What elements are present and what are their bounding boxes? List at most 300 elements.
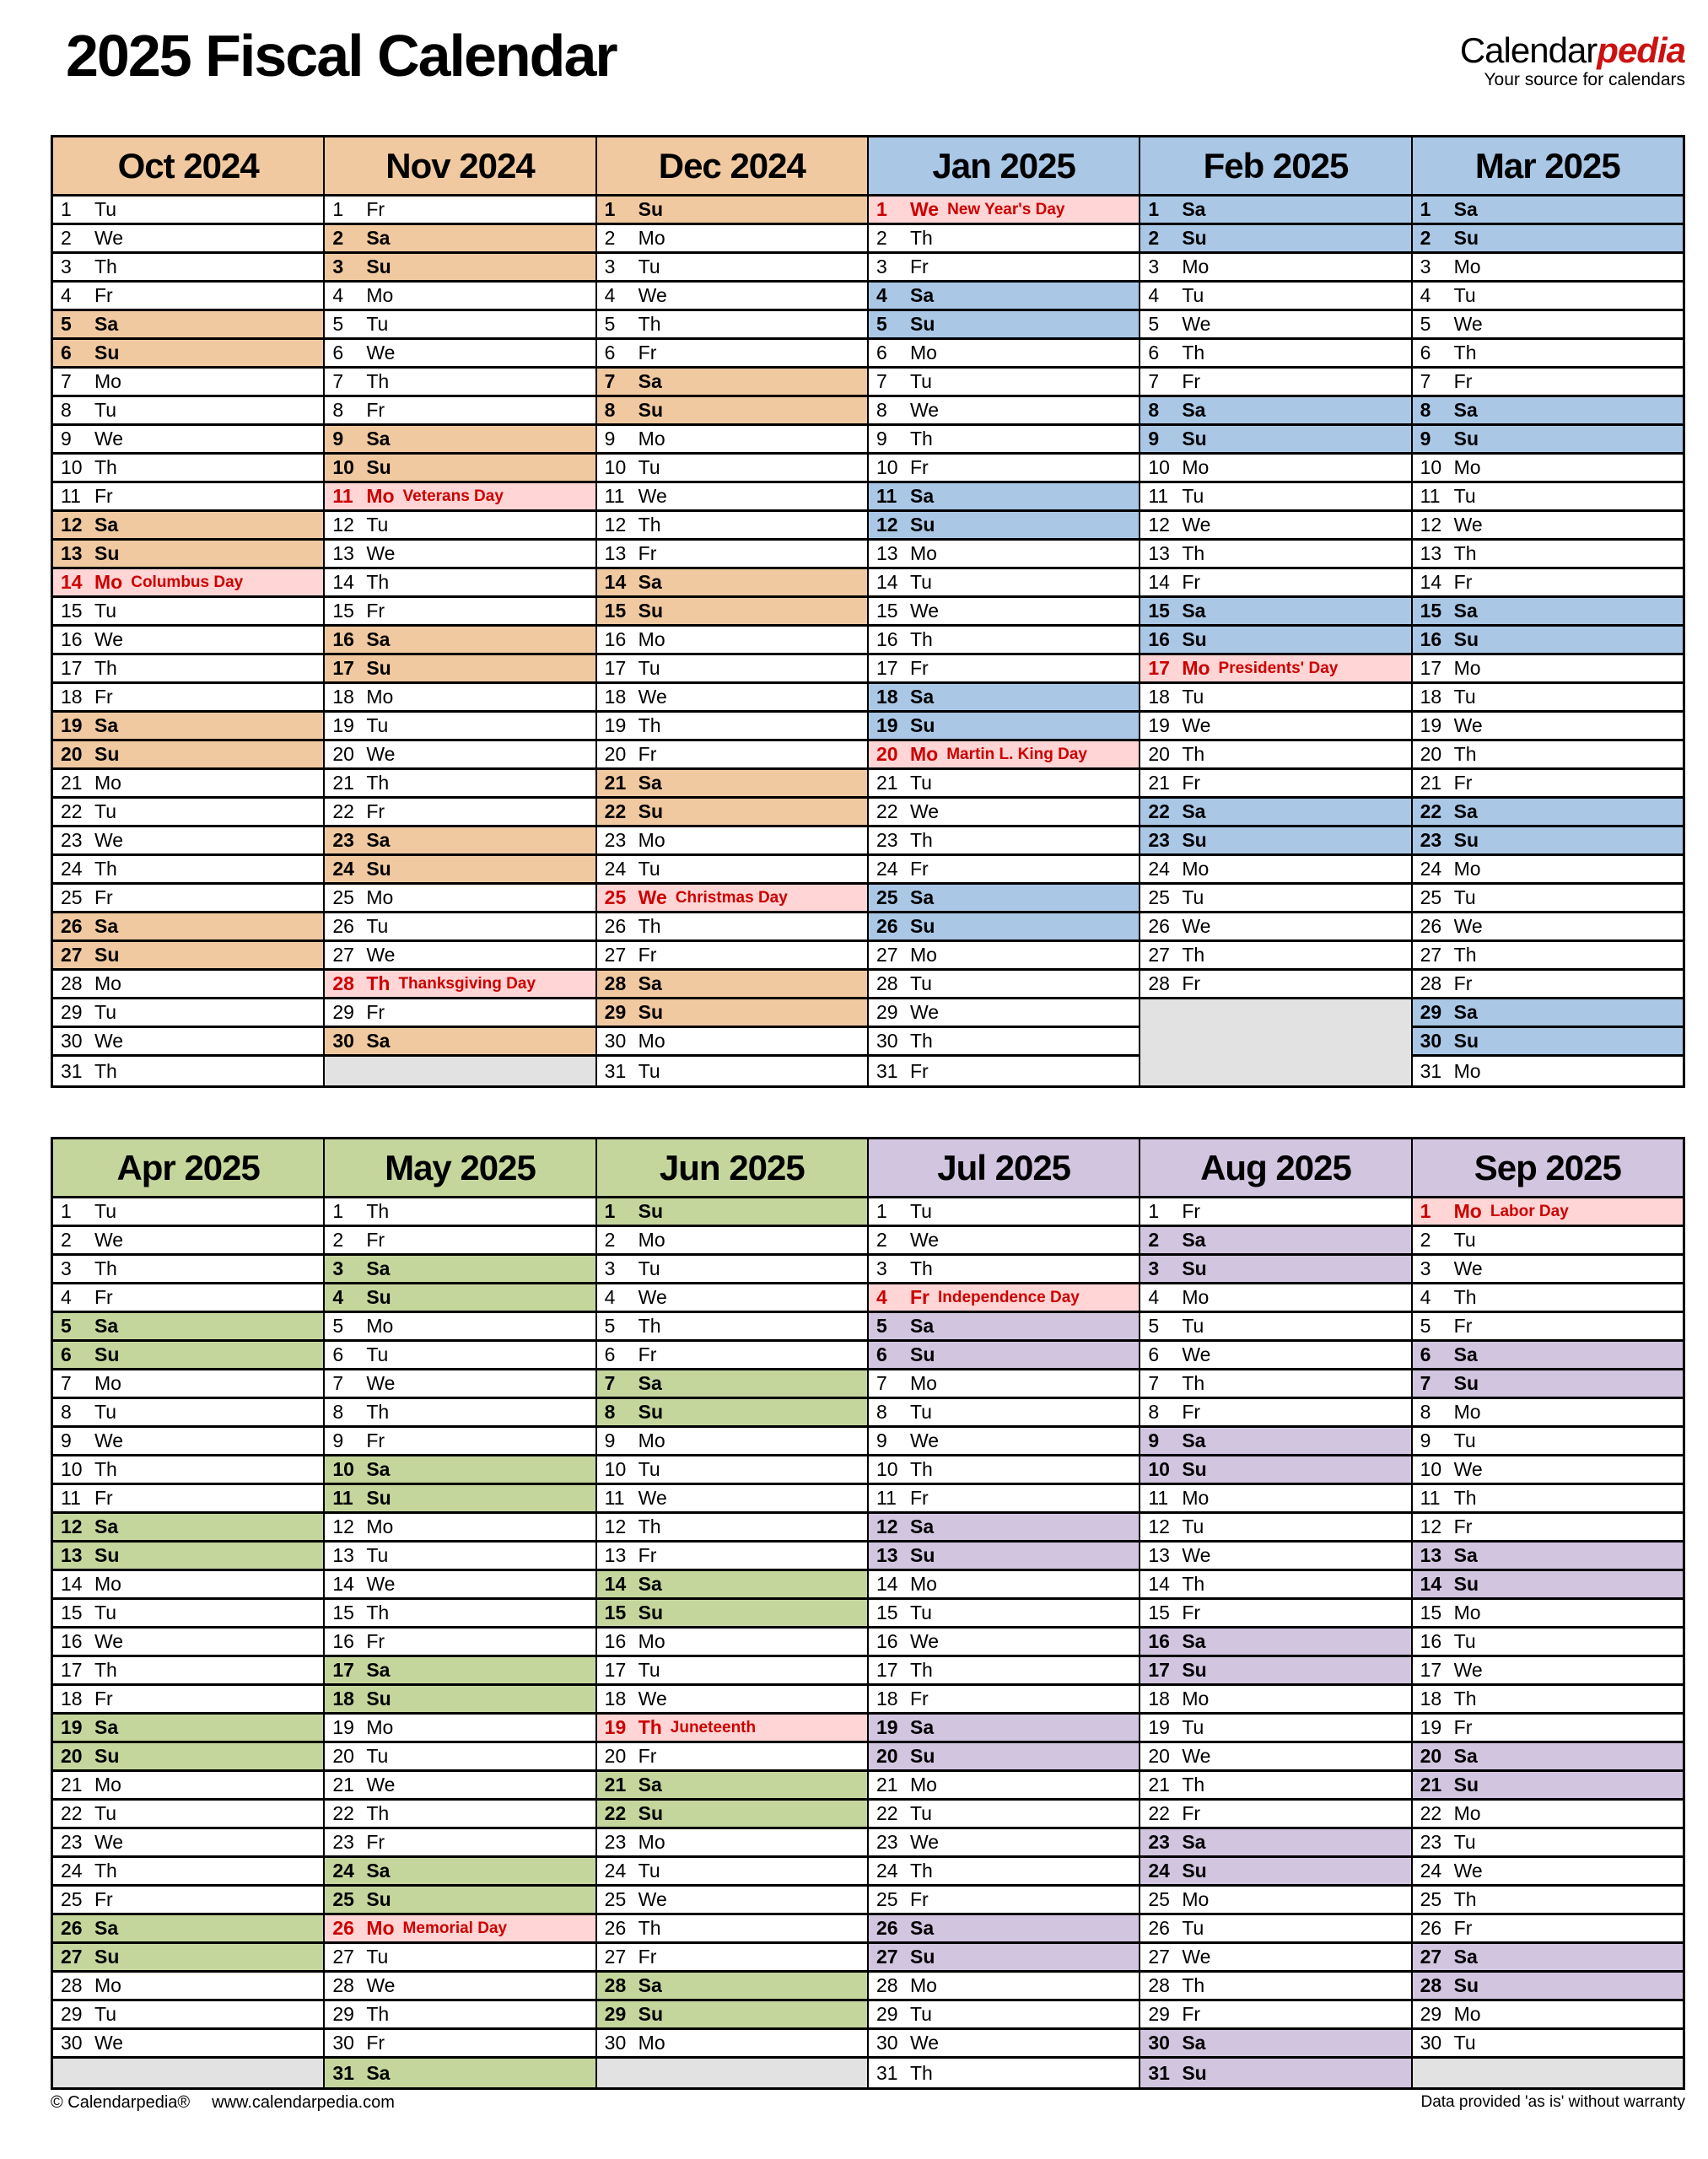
day-number: 21 [604,772,627,794]
day-number: 15 [604,1602,627,1623]
day-number: 30 [332,1030,354,1052]
day-cell [53,1284,323,1313]
weekday-abbr: Su [909,1946,935,1968]
day-cell [1140,741,1410,770]
day-cell [53,1772,323,1801]
day-number: 6 [604,1343,616,1365]
weekday-abbr: Mo [1453,1802,1481,1824]
day-number: 10 [61,456,83,478]
weekday-abbr: Su [638,1200,664,1222]
day-cell [53,1198,323,1227]
weekday-abbr: Fr [1182,1602,1201,1623]
weekday-abbr: We [366,342,396,363]
weekday-abbr: We [1453,313,1483,335]
day-cell [325,311,595,340]
weekday-abbr: Th [638,1917,661,1939]
day-number: 22 [61,1802,83,1824]
day-cell [1413,1571,1683,1600]
weekday-abbr: Sa [94,1716,119,1738]
day-number: 21 [1148,772,1170,794]
day-number: 7 [876,1372,887,1394]
weekday-abbr: Th [638,1716,662,1738]
day-cell [1140,1313,1410,1342]
weekday-abbr: Th [1182,1573,1205,1595]
day-cell [53,1600,323,1629]
day-number: 27 [604,944,627,966]
weekday-abbr: Fr [1182,571,1201,593]
day-number: 27 [1420,944,1442,966]
weekday-abbr: Su [366,1688,391,1709]
day-cell [597,569,867,598]
day-cell [325,799,595,827]
weekday-abbr: Fr [909,1059,929,1082]
day-number: 26 [1420,915,1442,937]
weekday-abbr: Sa [1453,198,1478,220]
day-number: 4 [332,284,344,306]
day-number: 3 [876,256,887,277]
weekday-abbr: Tu [1453,1630,1476,1652]
day-number: 30 [604,1030,627,1052]
day-number: 22 [332,800,354,822]
day-cell [597,1915,867,1944]
day-number: 18 [876,686,898,708]
day-cell [597,1657,867,1686]
weekday-abbr: Tu [94,1401,116,1423]
day-number: 23 [1148,1831,1170,1853]
day-number: 5 [332,1315,344,1337]
day-cell [1413,1887,1683,1915]
holiday-label: New Year's Day [947,200,1065,218]
day-number: 8 [1148,1401,1160,1423]
day-cell [1140,397,1410,426]
day-cell [325,1456,595,1485]
month-header: Feb 2025 [1140,137,1410,197]
day-cell [1413,799,1683,827]
day-cell [53,369,323,397]
day-cell [869,254,1139,283]
weekday-abbr: Mo [909,743,939,765]
day-number: 20 [876,743,898,765]
day-number: 14 [604,571,627,593]
day-number: 11 [61,485,81,507]
day-cell [597,2030,867,2059]
day-number: 3 [1420,256,1431,277]
day-cell [1413,569,1683,598]
day-cell [1140,1399,1410,1428]
day-number: 23 [332,1831,354,1853]
day-cell [1413,684,1683,713]
weekday-abbr: Sa [1182,1429,1206,1451]
day-number: 4 [876,1286,887,1308]
day-cell [325,1342,595,1370]
day-cell [325,225,595,254]
weekday-abbr: Sa [909,1315,935,1337]
weekday-abbr: Sa [909,1716,935,1738]
weekday-abbr: Fr [94,485,113,507]
weekday-abbr: Th [909,829,933,851]
day-cell [325,483,595,512]
weekday-abbr: Mo [909,342,937,363]
day-cell [869,1858,1139,1887]
day-cell [869,426,1139,455]
weekday-abbr: Fr [366,1429,385,1451]
day-cell [53,512,323,541]
month-column-oct-2024 [53,137,325,1085]
weekday-abbr: Su [638,1802,664,1824]
weekday-abbr: Mo [638,1630,665,1652]
day-number: 12 [1420,1516,1442,1537]
day-cell [1413,426,1683,455]
day-number: 9 [332,1429,344,1451]
weekday-abbr: Su [638,800,664,822]
day-cell [869,598,1139,627]
weekday-abbr: Th [909,428,933,450]
day-number: 13 [332,1544,354,1566]
day-number: 19 [604,1716,627,1738]
day-cell [869,1057,1139,1085]
weekday-abbr: Su [638,1401,664,1423]
day-cell [1140,1973,1410,2001]
day-cell [1413,1028,1683,1057]
day-number: 7 [332,1372,344,1394]
day-number: 15 [332,1602,354,1623]
weekday-abbr: We [94,1831,124,1853]
day-number: 23 [61,829,83,851]
day-cell [1413,512,1683,541]
day-cell [325,856,595,885]
day-number: 17 [61,1659,83,1681]
day-number: 1 [604,1200,616,1222]
weekday-abbr: We [638,1688,667,1709]
weekday-abbr: Mo [366,1917,395,1939]
day-number: 16 [876,628,898,650]
day-cell [325,713,595,741]
day-number: 6 [332,342,344,363]
day-cell [1413,1944,1683,1973]
day-cell [325,1514,595,1543]
day-number: 7 [1148,1372,1160,1394]
weekday-abbr: We [638,1487,667,1509]
day-cell [1140,197,1410,225]
day-number: 16 [1148,628,1170,650]
weekday-abbr: Th [1453,1487,1477,1509]
day-cell [1413,397,1683,426]
day-number: 14 [61,571,83,593]
weekday-abbr: Fr [94,686,113,708]
weekday-abbr: Th [909,2061,933,2084]
day-cell [1140,1543,1410,1571]
day-cell [325,741,595,770]
day-cell [869,971,1139,999]
day-number: 20 [1420,743,1442,765]
weekday-abbr: Mo [638,1429,665,1451]
day-cell [325,913,595,942]
day-cell [1140,885,1410,913]
day-cell [869,1829,1139,1858]
weekday-abbr: Tu [1453,1831,1476,1853]
day-cell [869,225,1139,254]
weekday-abbr: Tu [1182,1716,1204,1738]
day-cell [53,1571,323,1600]
day-number: 11 [604,485,625,507]
weekday-abbr: Tu [638,1458,660,1480]
weekday-abbr: Tu [638,657,660,679]
day-number: 19 [61,714,83,736]
day-number: 7 [1420,370,1431,392]
day-cell [1140,684,1410,713]
day-cell [597,1973,867,2001]
weekday-abbr: Su [1453,829,1479,851]
day-cell [597,999,867,1028]
day-number: 11 [61,1487,81,1509]
weekday-abbr: We [638,1888,667,1910]
day-cell [1140,1686,1410,1715]
day-number: 28 [1420,1974,1442,1996]
day-cell [53,1887,323,1915]
weekday-abbr: Th [909,1458,933,1480]
weekday-abbr: Sa [909,686,935,708]
day-cell [325,827,595,856]
day-number: 8 [1420,1401,1431,1423]
day-number: 11 [876,485,897,507]
weekday-abbr: Th [1453,342,1477,363]
weekday-abbr: Su [366,1286,391,1308]
weekday-abbr: Su [1182,829,1207,851]
day-number: 27 [61,944,83,966]
day-cell [1140,827,1410,856]
day-number: 21 [61,1774,83,1796]
day-number: 3 [1148,256,1160,277]
weekday-abbr: Mo [638,1229,665,1251]
day-number: 11 [876,1487,897,1509]
weekday-abbr: Sa [638,972,662,994]
day-number: 16 [1420,1630,1442,1652]
day-cell [1140,799,1410,827]
weekday-abbr: Fr [1182,1401,1201,1423]
day-cell [869,283,1139,311]
day-number: 15 [1148,1602,1170,1623]
month-header: Jan 2025 [869,137,1139,197]
day-cell [1140,942,1410,971]
day-number: 29 [876,2003,898,2025]
day-cell [869,455,1139,483]
day-cell [325,1772,595,1801]
day-number: 9 [61,1429,72,1451]
day-number: 17 [604,1659,627,1681]
day-cell [1413,1743,1683,1772]
day-number: 20 [604,1745,627,1767]
calendarpedia-url[interactable]: www.calendarpedia.com [212,2093,395,2112]
day-cell [597,1399,867,1428]
day-cell [597,455,867,483]
weekday-abbr: We [909,1229,940,1251]
weekday-abbr: We [1453,1257,1483,1279]
weekday-abbr: Fr [909,1688,929,1709]
weekday-abbr: Tu [1182,1917,1204,1939]
weekday-abbr: Tu [909,1200,932,1222]
weekday-abbr: We [1182,514,1211,536]
day-number: 18 [1420,1688,1442,1709]
weekday-abbr: Fr [366,1831,385,1853]
day-number: 17 [332,657,354,679]
day-number: 6 [604,342,616,363]
day-number: 18 [332,1688,354,1709]
weekday-abbr: Su [1182,1659,1207,1681]
weekday-abbr: Mo [366,485,395,507]
weekday-abbr: We [1453,1860,1483,1882]
weekday-abbr: Sa [1453,1001,1478,1023]
day-number: 4 [332,1286,344,1308]
day-number: 30 [332,2032,354,2054]
weekday-abbr: Fr [909,657,929,679]
day-number: 25 [604,1888,627,1910]
day-cell [325,397,595,426]
day-number: 26 [876,1917,898,1939]
weekday-abbr: Fr [1453,1315,1473,1337]
day-number: 10 [1420,1458,1442,1480]
day-cell [597,1801,867,1829]
day-cell [53,1657,323,1686]
day-number: 24 [1420,1860,1442,1882]
weekday-abbr: Su [638,399,664,421]
day-cell [869,856,1139,885]
weekday-abbr: We [909,1001,940,1023]
day-cell [597,1629,867,1657]
day-number: 23 [876,1831,898,1853]
day-number: 1 [604,198,616,220]
weekday-abbr: Mo [1453,1059,1481,1082]
day-number: 5 [1420,1315,1431,1337]
weekday-abbr: Sa [1453,399,1478,421]
day-number: 31 [876,2061,898,2084]
day-cell [1413,1543,1683,1571]
day-cell [869,1715,1139,1743]
day-number: 7 [876,370,887,392]
weekday-abbr: Fr [909,1487,929,1509]
day-number: 13 [1148,1544,1170,1566]
day-cell [1413,283,1683,311]
weekday-abbr: Th [1453,944,1477,966]
weekday-abbr: Th [94,1257,117,1279]
day-number: 14 [1420,1573,1442,1595]
day-number: 28 [876,1974,898,1996]
weekday-abbr: Th [366,1200,390,1222]
weekday-abbr: Fr [366,198,385,220]
day-number: 8 [332,1401,344,1423]
day-cell [869,627,1139,655]
weekday-abbr: Mo [638,428,665,450]
day-cell [53,397,323,426]
weekday-abbr: Th [366,370,390,392]
day-cell [325,1227,595,1256]
day-cell [597,1028,867,1057]
day-cell [53,999,323,1028]
weekday-abbr: Tu [638,858,660,880]
weekday-abbr: Su [94,944,120,966]
day-number: 27 [1420,1946,1442,1968]
weekday-abbr: Su [1182,428,1207,450]
day-cell [325,197,595,225]
day-cell [597,311,867,340]
day-number: 5 [332,313,344,335]
day-cell [1413,1284,1683,1313]
weekday-abbr: Fr [1453,1516,1473,1537]
weekday-abbr: Th [94,456,117,478]
day-cell [597,1715,867,1743]
day-cell [325,885,595,913]
weekday-abbr: Mo [366,284,394,306]
day-cell [1140,1342,1410,1370]
day-number: 2 [1148,1229,1160,1251]
day-cell [1413,598,1683,627]
weekday-abbr: Fr [638,1343,657,1365]
day-number: 11 [1148,1487,1169,1509]
weekday-abbr: Sa [638,772,662,794]
day-cell [53,1801,323,1829]
day-cell [1140,655,1410,684]
day-cell [597,598,867,627]
weekday-abbr: Su [94,1946,120,1968]
day-cell [597,426,867,455]
weekday-abbr: We [1453,1659,1483,1681]
day-number: 10 [604,456,627,478]
day-number: 25 [1420,1888,1442,1910]
day-number: 12 [1420,514,1442,536]
weekday-abbr: Mo [909,1774,937,1796]
day-number: 22 [1148,1802,1170,1824]
weekday-abbr: Sa [638,571,662,593]
day-cell [53,1313,323,1342]
day-cell [53,1629,323,1657]
weekday-abbr: Fr [1453,772,1473,794]
day-number: 29 [61,2003,83,2025]
day-number: 20 [1420,1745,1442,1767]
weekday-abbr: We [1182,714,1211,736]
day-number: 29 [332,2003,354,2025]
day-number: 26 [876,915,898,937]
weekday-abbr: Mo [909,1573,937,1595]
weekday-abbr: Mo [94,1372,121,1394]
weekday-abbr: Fr [1182,1802,1201,1824]
day-cell [1140,512,1410,541]
day-number: 25 [61,886,83,908]
day-number: 25 [332,1888,354,1910]
day-number: 1 [61,198,72,220]
day-cell [53,1227,323,1256]
day-cell [325,340,595,369]
weekday-abbr: Sa [1453,800,1478,822]
day-number: 9 [876,1429,887,1451]
weekday-abbr: We [1453,915,1483,937]
weekday-abbr: Mo [1453,456,1481,478]
day-cell [1140,1629,1410,1657]
day-cell [869,1571,1139,1600]
logo-wordmark [1460,32,1685,69]
day-number: 27 [332,944,354,966]
day-number: 20 [61,743,83,765]
day-cell [869,741,1139,770]
day-cell [53,1944,323,1973]
day-number: 2 [61,227,72,249]
day-cell [1140,856,1410,885]
weekday-abbr: Mo [1182,256,1210,277]
day-cell [53,569,323,598]
day-cell [1413,1772,1683,1801]
day-number: 6 [1420,1343,1431,1365]
day-cell [325,1915,595,1944]
weekday-abbr: Mo [94,1974,121,1996]
weekday-abbr: Sa [909,1516,935,1537]
